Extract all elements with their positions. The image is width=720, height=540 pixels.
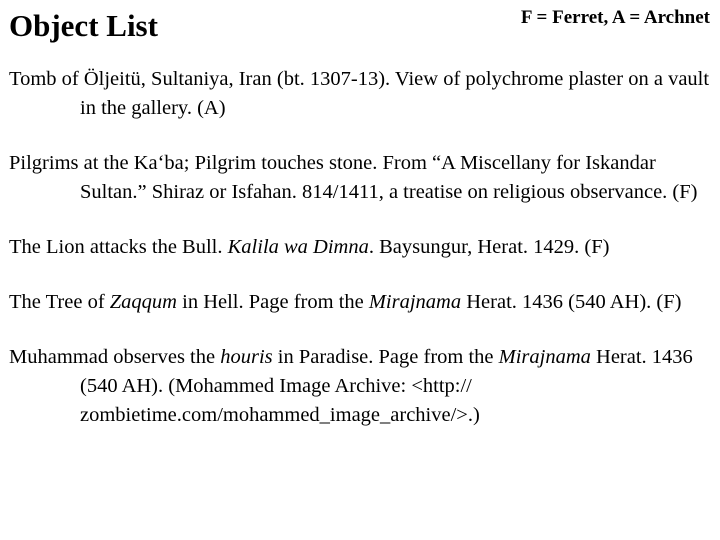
entry-text-end: Herat. 1436 (540 AH). (Mohammed Image Archive: <http:// zombietime.com/mohammed_image_archive/>.)	[80, 346, 693, 426]
list-item-tree-zaqqum	[9, 288, 715, 317]
entry-italic-term: houris	[220, 346, 273, 368]
entry-text-middle: in Hell. Page from the	[177, 291, 369, 313]
list-item-oljeitu-tomb	[9, 65, 715, 123]
entry-text-start: Muhammad observes the	[9, 346, 221, 368]
list-item-lion-bull	[9, 233, 715, 262]
entry-text-start: The Lion attacks the Bull.	[9, 236, 228, 258]
entry-text-middle: in Paradise. Page from the	[272, 346, 499, 368]
entry-title-italic: Kalila wa Dimna	[227, 236, 369, 258]
entry-text: Tomb of Öljeitü, Sultaniya, Iran (bt. 1307-13). View of polychrome plaster on a vault in the gallery. (A)	[9, 68, 710, 119]
page-title: Object List	[9, 8, 158, 43]
object-list	[9, 65, 715, 456]
entry-italic-term: Zaqqum	[109, 291, 177, 313]
entry-text: Pilgrims at the Ka‘ba; Pilgrim touches stone. From “A Miscellany for Iskandar Sultan.” Shiraz or Isfahan. 814/1411, a treatise on religious observance. (F)	[9, 152, 698, 203]
source-legend: F = Ferret, A = Archnet	[520, 7, 710, 28]
entry-text-end: . Baysungur, Herat. 1429. (F)	[368, 236, 610, 258]
entry-text-end: Herat. 1436 (540 AH). (F)	[461, 291, 682, 313]
entry-title-italic: Mirajnama	[498, 346, 591, 368]
entry-text-start: The Tree of	[9, 291, 110, 313]
list-item-pilgrims-kaba	[9, 149, 715, 207]
entry-title-italic: Mirajnama	[368, 291, 462, 313]
list-item-houris-paradise	[9, 343, 715, 430]
